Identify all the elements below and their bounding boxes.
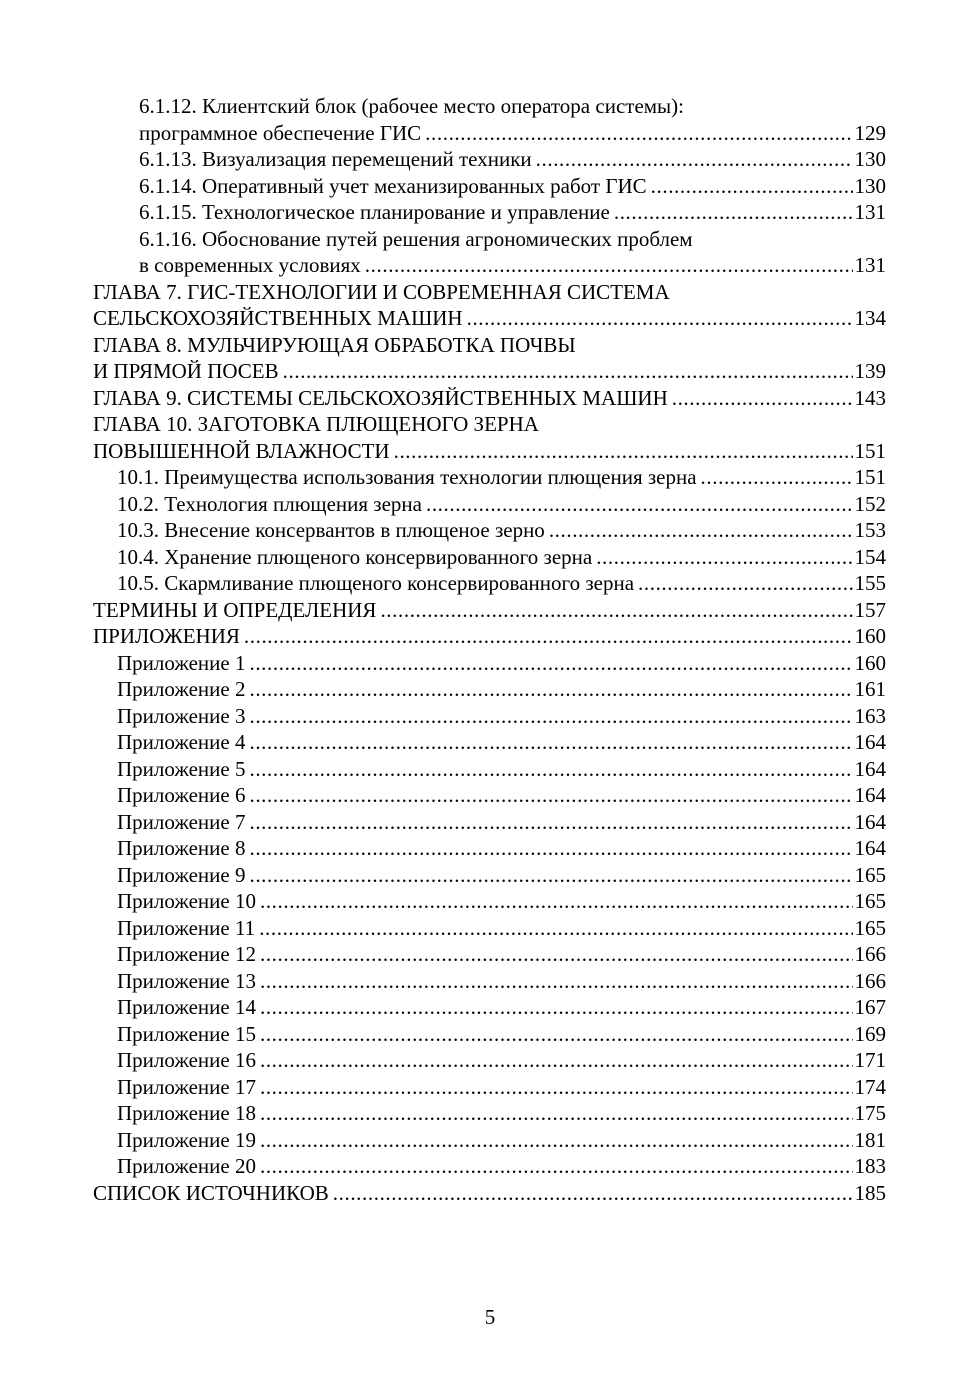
toc-entry-page: 174 bbox=[854, 1074, 886, 1099]
dot-leader bbox=[426, 491, 853, 518]
toc-entry-title: Приложение 16 bbox=[117, 1048, 256, 1072]
toc-entry-title: СПИСОК ИСТОЧНИКОВ bbox=[93, 1180, 329, 1205]
toc-entry-page: 185 bbox=[854, 1180, 886, 1205]
toc-entry-line bbox=[117, 676, 886, 703]
toc-entry-page: 161 bbox=[854, 677, 886, 701]
toc-entry-line bbox=[117, 703, 886, 730]
toc-entry bbox=[93, 385, 886, 412]
toc-entry-line bbox=[117, 968, 886, 995]
toc-entry-page: 165 bbox=[854, 862, 886, 887]
toc-entry-title: программное обеспечение ГИС bbox=[139, 120, 422, 145]
toc-entry bbox=[93, 199, 886, 226]
toc-entry-line bbox=[117, 1153, 886, 1180]
toc-entry-page: 130 bbox=[854, 173, 886, 198]
dot-leader bbox=[536, 146, 853, 173]
toc-entry-page: 166 bbox=[854, 942, 886, 966]
toc-entry-line bbox=[117, 782, 886, 809]
toc-entry bbox=[93, 994, 886, 1021]
toc-entry-line bbox=[93, 597, 886, 624]
dot-leader bbox=[260, 1100, 853, 1127]
dot-leader bbox=[249, 862, 852, 889]
table-of-contents bbox=[93, 93, 886, 1206]
toc-entry-page: 164 bbox=[854, 783, 886, 807]
dot-leader bbox=[283, 358, 853, 385]
toc-entry-title: Приложение 15 bbox=[117, 1021, 256, 1046]
toc-entry-line bbox=[139, 226, 886, 253]
toc-entry-title: Приложение 17 bbox=[117, 1074, 256, 1099]
toc-entry-title: Приложение 3 bbox=[117, 703, 246, 728]
dot-leader bbox=[249, 809, 852, 836]
toc-entry-page: 166 bbox=[854, 968, 886, 993]
dot-leader bbox=[244, 623, 853, 650]
toc-entry-page: 131 bbox=[854, 200, 886, 224]
toc-entry-line bbox=[139, 173, 886, 200]
toc-entry-title: 10.3. Внесение консервантов в плющеное зерно bbox=[117, 518, 545, 542]
toc-entry-line bbox=[139, 199, 886, 226]
toc-entry-title: ГЛАВА 9. СИСТЕМЫ СЕЛЬСКОХОЗЯЙСТВЕННЫХ МАШИН bbox=[93, 385, 668, 410]
dot-leader bbox=[672, 385, 853, 412]
toc-entry-line bbox=[117, 809, 886, 836]
toc-entry bbox=[93, 941, 886, 968]
toc-entry bbox=[93, 464, 886, 491]
dot-leader bbox=[333, 1180, 853, 1207]
toc-entry bbox=[93, 517, 886, 544]
toc-entry-line bbox=[117, 1047, 886, 1074]
toc-entry-line bbox=[93, 411, 886, 438]
toc-entry-page: 183 bbox=[854, 1154, 886, 1178]
toc-entry-line bbox=[117, 862, 886, 889]
dot-leader bbox=[249, 756, 852, 783]
toc-entry bbox=[93, 650, 886, 677]
dot-leader bbox=[380, 597, 852, 624]
toc-entry bbox=[93, 703, 886, 730]
dot-leader bbox=[467, 305, 853, 332]
toc-entry-line bbox=[93, 1180, 886, 1207]
toc-entry bbox=[93, 1047, 886, 1074]
toc-entry-title: 6.1.16. Обоснование путей решения агрономических проблем bbox=[139, 226, 693, 251]
toc-entry-line bbox=[117, 729, 886, 756]
toc-entry bbox=[93, 756, 886, 783]
toc-entry-line bbox=[117, 570, 886, 597]
toc-entry-page: 151 bbox=[854, 438, 886, 463]
toc-entry-line bbox=[117, 835, 886, 862]
toc-entry bbox=[93, 93, 886, 146]
toc-entry-title: ТЕРМИНЫ И ОПРЕДЕЛЕНИЯ bbox=[93, 597, 377, 622]
toc-entry-page: 152 bbox=[854, 491, 886, 516]
toc-entry-line bbox=[93, 305, 886, 332]
toc-entry bbox=[93, 888, 886, 915]
toc-entry-title: в современных условиях bbox=[139, 253, 361, 277]
dot-leader bbox=[614, 199, 853, 226]
toc-entry bbox=[93, 968, 886, 995]
toc-entry-page: 151 bbox=[854, 465, 886, 489]
toc-entry-line bbox=[93, 438, 886, 465]
toc-entry-title: Приложение 18 bbox=[117, 1101, 256, 1125]
toc-entry-page: 181 bbox=[854, 1127, 886, 1152]
toc-entry-title: Приложение 9 bbox=[117, 862, 246, 887]
toc-entry-title: И ПРЯМОЙ ПОСЕВ bbox=[93, 359, 279, 383]
toc-entry bbox=[93, 279, 886, 332]
dot-leader bbox=[259, 915, 852, 942]
toc-entry-page: 155 bbox=[854, 571, 886, 595]
toc-entry-title: Приложение 11 bbox=[117, 915, 256, 940]
toc-entry bbox=[93, 411, 886, 464]
toc-entry-line bbox=[139, 252, 886, 279]
toc-entry-page: 143 bbox=[854, 385, 886, 410]
toc-entry-line bbox=[93, 332, 886, 359]
toc-entry-line bbox=[117, 517, 886, 544]
toc-entry bbox=[93, 782, 886, 809]
toc-entry-line bbox=[117, 650, 886, 677]
toc-entry-title: Приложение 1 bbox=[117, 650, 246, 675]
toc-entry-page: 164 bbox=[854, 809, 886, 834]
toc-entry bbox=[93, 332, 886, 385]
toc-entry-line bbox=[117, 491, 886, 518]
toc-entry-title: Приложение 5 bbox=[117, 756, 246, 781]
toc-entry-page: 129 bbox=[854, 120, 886, 145]
toc-entry-line bbox=[117, 1100, 886, 1127]
toc-entry-page: 164 bbox=[854, 836, 886, 860]
toc-entry bbox=[93, 623, 886, 650]
toc-entry-title: Приложение 12 bbox=[117, 942, 256, 966]
toc-entry-page: 134 bbox=[854, 306, 886, 330]
toc-entry-title: Приложение 19 bbox=[117, 1127, 256, 1152]
dot-leader bbox=[260, 1153, 853, 1180]
toc-entry-page: 165 bbox=[854, 915, 886, 940]
dot-leader bbox=[249, 782, 852, 809]
toc-entry bbox=[93, 915, 886, 942]
toc-entry-title: ГЛАВА 10. ЗАГОТОВКА ПЛЮЩЕНОГО ЗЕРНА bbox=[93, 412, 539, 436]
toc-entry-title: Приложение 4 bbox=[117, 730, 246, 754]
dot-leader bbox=[365, 252, 853, 279]
toc-entry-page: 169 bbox=[854, 1021, 886, 1046]
toc-entry-line bbox=[93, 385, 886, 412]
toc-entry-line bbox=[139, 146, 886, 173]
page-number: 5 bbox=[484, 1305, 496, 1329]
toc-entry-line bbox=[93, 358, 886, 385]
toc-entry-line bbox=[117, 1021, 886, 1048]
toc-entry-title: Приложение 14 bbox=[117, 995, 256, 1019]
toc-entry bbox=[93, 676, 886, 703]
toc-entry-line bbox=[139, 120, 886, 147]
toc-entry-page: 163 bbox=[854, 703, 886, 728]
toc-entry bbox=[93, 491, 886, 518]
toc-entry-title: 10.2. Технология плющения зерна bbox=[117, 491, 422, 516]
toc-entry-title: СЕЛЬСКОХОЗЯЙСТВЕННЫХ МАШИН bbox=[93, 306, 463, 330]
toc-entry-page: 164 bbox=[854, 756, 886, 781]
toc-entry bbox=[93, 1127, 886, 1154]
toc-entry bbox=[93, 173, 886, 200]
toc-entry-page: 167 bbox=[854, 995, 886, 1019]
dot-leader bbox=[249, 703, 852, 730]
toc-entry-title: ПРИЛОЖЕНИЯ bbox=[93, 624, 240, 648]
toc-entry-line bbox=[117, 1074, 886, 1101]
toc-entry-title: Приложение 2 bbox=[117, 677, 246, 701]
toc-entry-page: 165 bbox=[854, 889, 886, 913]
dot-leader bbox=[638, 570, 852, 597]
toc-entry bbox=[93, 862, 886, 889]
toc-entry-page: 160 bbox=[854, 624, 886, 648]
dot-leader bbox=[260, 941, 853, 968]
toc-entry-title: 6.1.12. Клиентский блок (рабочее место оператора системы): bbox=[139, 94, 684, 118]
toc-entry-title: 6.1.13. Визуализация перемещений техники bbox=[139, 147, 532, 171]
toc-entry-title: Приложение 10 bbox=[117, 889, 256, 913]
dot-leader bbox=[651, 173, 853, 200]
toc-entry-title: Приложение 8 bbox=[117, 836, 246, 860]
dot-leader bbox=[249, 676, 852, 703]
toc-entry bbox=[93, 1074, 886, 1101]
toc-entry-title: Приложение 6 bbox=[117, 783, 246, 807]
dot-leader bbox=[260, 994, 853, 1021]
toc-entry-line bbox=[117, 1127, 886, 1154]
toc-entry bbox=[93, 226, 886, 279]
toc-entry-title: ПОВЫШЕННОЙ ВЛАЖНОСТИ bbox=[93, 438, 390, 463]
dot-leader bbox=[701, 464, 853, 491]
toc-entry-line bbox=[139, 93, 886, 120]
toc-entry-line bbox=[117, 915, 886, 942]
toc-entry-line bbox=[117, 544, 886, 571]
toc-entry-page: 164 bbox=[854, 730, 886, 754]
toc-entry-line bbox=[117, 888, 886, 915]
toc-entry-page: 175 bbox=[854, 1101, 886, 1125]
toc-entry-line bbox=[117, 756, 886, 783]
toc-entry-title: 10.4. Хранение плющеного консервированного зерна bbox=[117, 544, 593, 569]
toc-entry bbox=[93, 1180, 886, 1207]
toc-entry bbox=[93, 729, 886, 756]
toc-entry-page: 154 bbox=[854, 544, 886, 569]
toc-entry-line bbox=[117, 941, 886, 968]
dot-leader bbox=[549, 517, 853, 544]
toc-entry bbox=[93, 597, 886, 624]
toc-entry-line bbox=[117, 994, 886, 1021]
toc-entry bbox=[93, 146, 886, 173]
toc-entry bbox=[93, 835, 886, 862]
dot-leader bbox=[260, 968, 853, 995]
toc-entry-page: 171 bbox=[854, 1048, 886, 1072]
toc-entry-title: ГЛАВА 8. МУЛЬЧИРУЮЩАЯ ОБРАБОТКА ПОЧВЫ bbox=[93, 332, 576, 357]
toc-entry-page: 160 bbox=[854, 650, 886, 675]
toc-entry bbox=[93, 1021, 886, 1048]
dot-leader bbox=[425, 120, 852, 147]
toc-entry-title: Приложение 7 bbox=[117, 809, 246, 834]
toc-entry-page: 157 bbox=[854, 597, 886, 622]
dot-leader bbox=[260, 1047, 853, 1074]
dot-leader bbox=[249, 835, 852, 862]
toc-entry-title: Приложение 20 bbox=[117, 1154, 256, 1178]
dot-leader bbox=[596, 544, 852, 571]
toc-entry-title: 10.5. Скармливание плющеного консервированного зерна bbox=[117, 571, 635, 595]
dot-leader bbox=[249, 729, 852, 756]
dot-leader bbox=[260, 888, 853, 915]
dot-leader bbox=[260, 1127, 853, 1154]
dot-leader bbox=[260, 1074, 853, 1101]
toc-entry-page: 153 bbox=[854, 518, 886, 542]
toc-entry-title: ГЛАВА 7. ГИС-ТЕХНОЛОГИИ И СОВРЕМЕННАЯ СИСТЕМА bbox=[93, 279, 670, 304]
dot-leader bbox=[249, 650, 852, 677]
toc-entry-line bbox=[117, 464, 886, 491]
dot-leader bbox=[260, 1021, 853, 1048]
toc-entry-page: 130 bbox=[854, 147, 886, 171]
toc-entry-page: 131 bbox=[854, 253, 886, 277]
dot-leader bbox=[394, 438, 853, 465]
toc-entry-page: 139 bbox=[854, 359, 886, 383]
toc-entry bbox=[93, 809, 886, 836]
toc-entry-title: 6.1.15. Технологическое планирование и управление bbox=[139, 200, 610, 224]
toc-entry bbox=[93, 570, 886, 597]
toc-entry bbox=[93, 1100, 886, 1127]
toc-entry bbox=[93, 1153, 886, 1180]
toc-entry-title: 6.1.14. Оперативный учет механизированных работ ГИС bbox=[139, 173, 647, 198]
toc-entry-line bbox=[93, 623, 886, 650]
toc-entry-title: Приложение 13 bbox=[117, 968, 256, 993]
toc-entry bbox=[93, 544, 886, 571]
toc-entry-title: 10.1. Преимущества использования технологии плющения зерна bbox=[117, 465, 697, 489]
toc-entry-line bbox=[93, 279, 886, 306]
